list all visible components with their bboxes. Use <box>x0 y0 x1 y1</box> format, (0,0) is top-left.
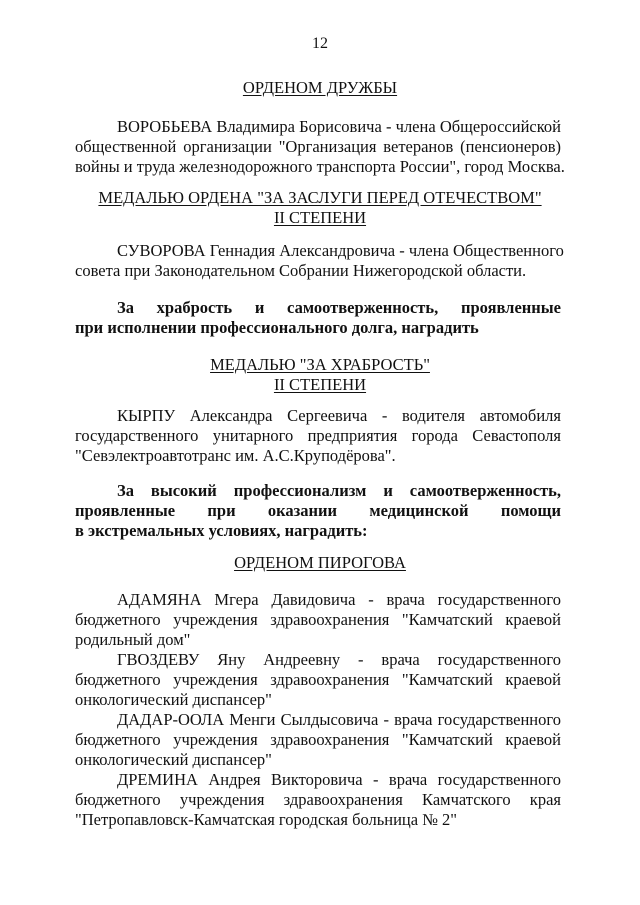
heading-medal-bravery <box>60 355 580 395</box>
intro-line: проявленные при оказании медицинской помощи <box>75 501 561 520</box>
page-number: 12 <box>312 35 328 52</box>
paragraph-line: войны и труда железнодорожного транспорта России", город Москва. <box>75 157 565 176</box>
paragraph-line: совета при Законодательном Собрании Нижегородской области. <box>75 261 527 280</box>
intro-line: в экстремальных условиях, наградить: <box>75 521 368 540</box>
recipient-entry <box>75 710 561 770</box>
recipient-entry <box>75 650 561 710</box>
entry-line: АДАМЯНА Мгера Давидовича - врача государственного <box>117 590 561 609</box>
recipient-entry <box>75 590 561 650</box>
paragraph-line: общественной организации "Организация ветеранов (пенсионеров) <box>75 137 561 156</box>
pirogov-recipients <box>75 590 561 830</box>
heading-line: II СТЕПЕНИ <box>273 375 367 394</box>
entry-line: бюджетного учреждения здравоохранения "Камчатский краевой <box>75 610 561 629</box>
heading-medal-order-merit <box>60 188 580 228</box>
paragraph-line: ВОРОБЬЕВА Владимира Борисовича - члена Общероссийской <box>117 117 561 136</box>
entry-line: бюджетного учреждения здравоохранения "Камчатский краевой <box>75 670 561 689</box>
award-paragraph-kyrpu <box>75 406 561 466</box>
heading-line: МЕДАЛЬЮ ОРДЕНА "ЗА ЗАСЛУГИ ПЕРЕД ОТЕЧЕСТВОМ" <box>98 188 542 207</box>
award-paragraph-suvorov <box>75 241 564 281</box>
entry-line: ГВОЗДЕВУ Яну Андреевну - врача государственного <box>117 650 561 669</box>
entry-line: ДАДАР-ООЛА Менги Сылдысовича - врача государственного <box>117 710 561 729</box>
entry-line: родильный дом" <box>75 630 191 649</box>
paragraph-line: "Севэлектроавтотранс им. А.С.Круподёрова". <box>75 446 396 465</box>
award-paragraph-vorobyev <box>75 117 565 177</box>
heading-text: ОРДЕНОМ ПИРОГОВА <box>234 553 406 572</box>
entry-line: "Петропавловск-Камчатская городская больница № 2" <box>75 810 458 829</box>
entry-line: бюджетного учреждения здравоохранения Камчатского края <box>75 790 561 809</box>
intro-line: За высокий профессионализм и самоотверженность, <box>117 481 561 500</box>
heading-order-of-friendship <box>60 78 580 98</box>
bravery-intro <box>75 298 561 338</box>
paragraph-line: государственного унитарного предприятия города Севастополя <box>75 426 561 445</box>
intro-line: при исполнении профессионального долга, наградить <box>75 318 479 337</box>
heading-text: ОРДЕНОМ ДРУЖБЫ <box>242 78 398 97</box>
heading-line: II СТЕПЕНИ <box>273 208 367 227</box>
entry-line: онкологический диспансер" <box>75 750 272 769</box>
entry-line: бюджетного учреждения здравоохранения "Камчатский краевой <box>75 730 561 749</box>
heading-line: МЕДАЛЬЮ "ЗА ХРАБРОСТЬ" <box>210 355 430 374</box>
intro-line: За храбрость и самоотверженность, проявленные <box>117 298 561 317</box>
paragraph-line: СУВОРОВА Геннадия Александровича - члена Общественного <box>117 241 564 260</box>
entry-line: онкологический диспансер" <box>75 690 272 709</box>
heading-order-pirogov <box>60 553 580 573</box>
paragraph-line: КЫРПУ Александра Сергеевича - водителя автомобиля <box>117 406 561 425</box>
recipient-entry <box>75 770 561 830</box>
medical-intro <box>75 481 561 541</box>
entry-line: ДРЕМИНА Андрея Викторовича - врача государственного <box>117 770 561 789</box>
